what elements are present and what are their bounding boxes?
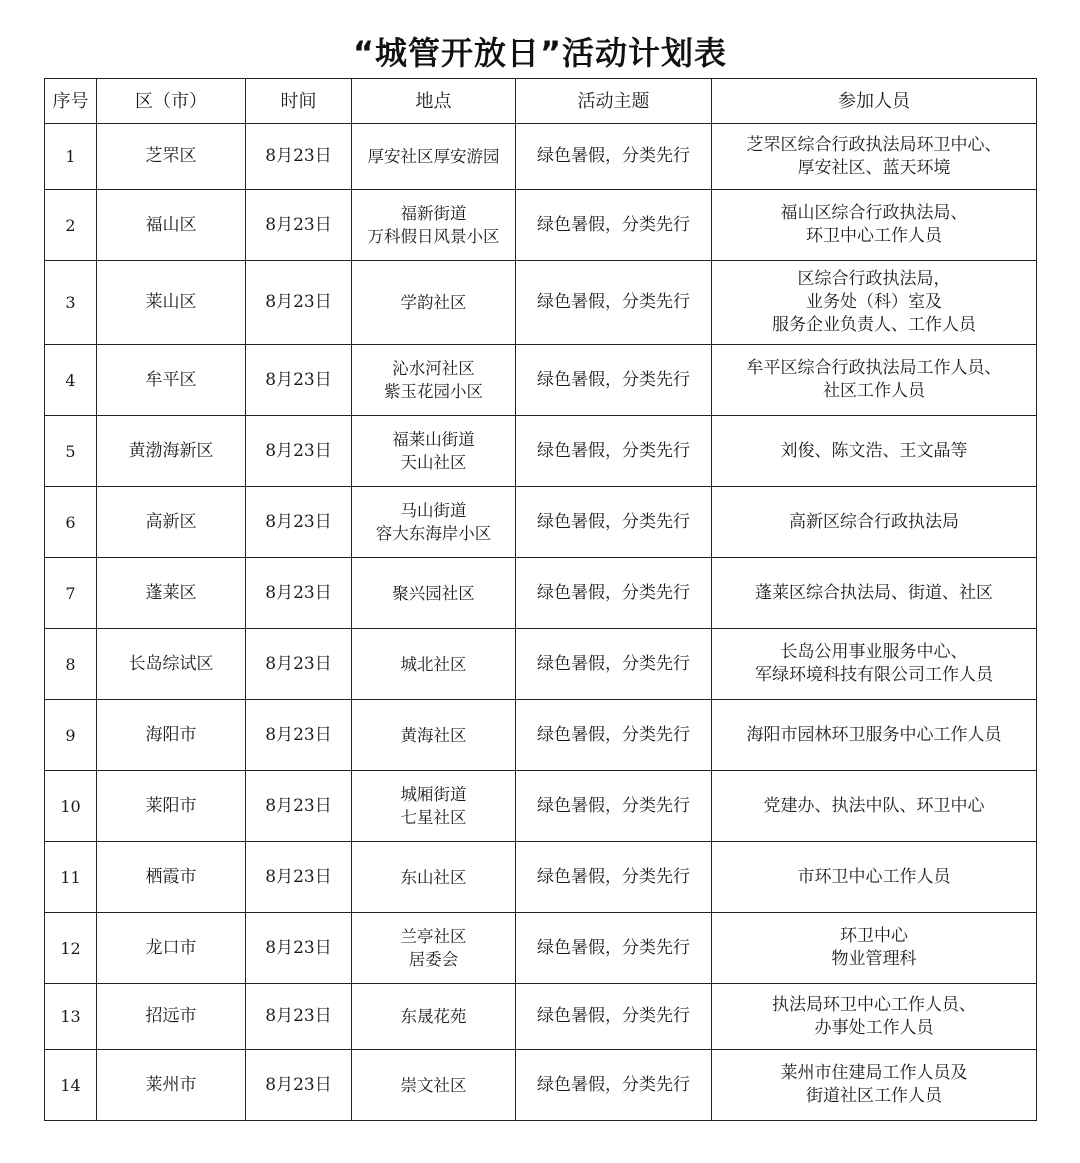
participants-cell: 莱州市住建局工作人员及 街道社区工作人员 <box>712 1050 1037 1121</box>
theme-cell: 绿色暑假，分类先行 <box>516 629 712 700</box>
district-cell: 龙口市 <box>97 913 246 984</box>
row-number: 11 <box>45 842 97 913</box>
location-cell: 城北社区 <box>352 629 516 700</box>
date-cell: 8月23日 <box>246 261 352 345</box>
header-theme: 活动主题 <box>516 79 712 124</box>
participants-cell: 海阳市园林环卫服务中心工作人员 <box>712 700 1037 771</box>
date-cell: 8月23日 <box>246 124 352 190</box>
date-cell: 8月23日 <box>246 842 352 913</box>
district-cell: 牟平区 <box>97 345 246 416</box>
theme-cell: 绿色暑假，分类先行 <box>516 700 712 771</box>
participants-cell: 蓬莱区综合执法局、街道、社区 <box>712 558 1037 629</box>
district-cell: 招远市 <box>97 984 246 1050</box>
participants-cell: 刘俊、陈文浩、王文晶等 <box>712 416 1037 487</box>
row-number: 6 <box>45 487 97 558</box>
location-cell: 崇文社区 <box>352 1050 516 1121</box>
header-participants: 参加人员 <box>712 79 1037 124</box>
table-header-row <box>45 79 1037 124</box>
table-row <box>45 984 1037 1050</box>
date-cell: 8月23日 <box>246 345 352 416</box>
district-cell: 芝罘区 <box>97 124 246 190</box>
theme-cell: 绿色暑假，分类先行 <box>516 771 712 842</box>
location-cell: 马山街道 容大东海岸小区 <box>352 487 516 558</box>
district-cell: 莱阳市 <box>97 771 246 842</box>
theme-cell: 绿色暑假，分类先行 <box>516 416 712 487</box>
theme-cell: 绿色暑假，分类先行 <box>516 842 712 913</box>
date-cell: 8月23日 <box>246 487 352 558</box>
location-cell: 厚安社区厚安游园 <box>352 124 516 190</box>
theme-cell: 绿色暑假，分类先行 <box>516 487 712 558</box>
table-row <box>45 700 1037 771</box>
district-cell: 高新区 <box>97 487 246 558</box>
district-cell: 海阳市 <box>97 700 246 771</box>
theme-cell: 绿色暑假，分类先行 <box>516 261 712 345</box>
date-cell: 8月23日 <box>246 558 352 629</box>
theme-cell: 绿色暑假，分类先行 <box>516 1050 712 1121</box>
theme-cell: 绿色暑假，分类先行 <box>516 345 712 416</box>
date-cell: 8月23日 <box>246 416 352 487</box>
row-number: 12 <box>45 913 97 984</box>
row-number: 4 <box>45 345 97 416</box>
date-cell: 8月23日 <box>246 984 352 1050</box>
table-row <box>45 124 1037 190</box>
participants-cell: 高新区综合行政执法局 <box>712 487 1037 558</box>
table-body <box>45 124 1037 1121</box>
participants-cell: 区综合行政执法局， 业务处（科）室及 服务企业负责人、工作人员 <box>712 261 1037 345</box>
row-number: 2 <box>45 190 97 261</box>
date-cell: 8月23日 <box>246 771 352 842</box>
location-cell: 学韵社区 <box>352 261 516 345</box>
row-number: 7 <box>45 558 97 629</box>
header-no: 序号 <box>45 79 97 124</box>
district-cell: 福山区 <box>97 190 246 261</box>
participants-cell: 党建办、执法中队、环卫中心 <box>712 771 1037 842</box>
page-title: “城管开放日”活动计划表 <box>352 34 728 72</box>
table-row <box>45 487 1037 558</box>
district-cell: 黄渤海新区 <box>97 416 246 487</box>
row-number: 3 <box>45 261 97 345</box>
participants-cell: 福山区综合行政执法局、 环卫中心工作人员 <box>712 190 1037 261</box>
table-row <box>45 190 1037 261</box>
table-row <box>45 416 1037 487</box>
table-row <box>45 913 1037 984</box>
header-district: 区（市） <box>97 79 246 124</box>
table-row <box>45 842 1037 913</box>
row-number: 8 <box>45 629 97 700</box>
table-row <box>45 261 1037 345</box>
district-cell: 莱州市 <box>97 1050 246 1121</box>
location-cell: 城厢街道 七星社区 <box>352 771 516 842</box>
location-cell: 黄海社区 <box>352 700 516 771</box>
row-number: 14 <box>45 1050 97 1121</box>
theme-cell: 绿色暑假，分类先行 <box>516 558 712 629</box>
date-cell: 8月23日 <box>246 190 352 261</box>
participants-cell: 芝罘区综合行政执法局环卫中心、 厚安社区、蓝天环境 <box>712 124 1037 190</box>
location-cell: 福莱山街道 天山社区 <box>352 416 516 487</box>
theme-cell: 绿色暑假，分类先行 <box>516 913 712 984</box>
participants-cell: 牟平区综合行政执法局工作人员、 社区工作人员 <box>712 345 1037 416</box>
header-time: 时间 <box>246 79 352 124</box>
activity-plan-table <box>44 78 1037 1121</box>
location-cell: 东晟花苑 <box>352 984 516 1050</box>
district-cell: 蓬莱区 <box>97 558 246 629</box>
date-cell: 8月23日 <box>246 629 352 700</box>
participants-cell: 长岛公用事业服务中心、 军绿环境科技有限公司工作人员 <box>712 629 1037 700</box>
location-cell: 东山社区 <box>352 842 516 913</box>
table-row <box>45 558 1037 629</box>
district-cell: 莱山区 <box>97 261 246 345</box>
district-cell: 长岛综试区 <box>97 629 246 700</box>
table-row <box>45 345 1037 416</box>
table-row <box>45 1050 1037 1121</box>
district-cell: 栖霞市 <box>97 842 246 913</box>
row-number: 9 <box>45 700 97 771</box>
location-cell: 聚兴园社区 <box>352 558 516 629</box>
table-row <box>45 629 1037 700</box>
date-cell: 8月23日 <box>246 700 352 771</box>
theme-cell: 绿色暑假，分类先行 <box>516 190 712 261</box>
row-number: 1 <box>45 124 97 190</box>
row-number: 10 <box>45 771 97 842</box>
row-number: 5 <box>45 416 97 487</box>
date-cell: 8月23日 <box>246 1050 352 1121</box>
theme-cell: 绿色暑假，分类先行 <box>516 984 712 1050</box>
table-row <box>45 771 1037 842</box>
location-cell: 兰亭社区 居委会 <box>352 913 516 984</box>
location-cell: 福新街道 万科假日风景小区 <box>352 190 516 261</box>
date-cell: 8月23日 <box>246 913 352 984</box>
theme-cell: 绿色暑假，分类先行 <box>516 124 712 190</box>
participants-cell: 执法局环卫中心工作人员、 办事处工作人员 <box>712 984 1037 1050</box>
participants-cell: 环卫中心 物业管理科 <box>712 913 1037 984</box>
location-cell: 沁水河社区 紫玉花园小区 <box>352 345 516 416</box>
header-location: 地点 <box>352 79 516 124</box>
row-number: 13 <box>45 984 97 1050</box>
participants-cell: 市环卫中心工作人员 <box>712 842 1037 913</box>
